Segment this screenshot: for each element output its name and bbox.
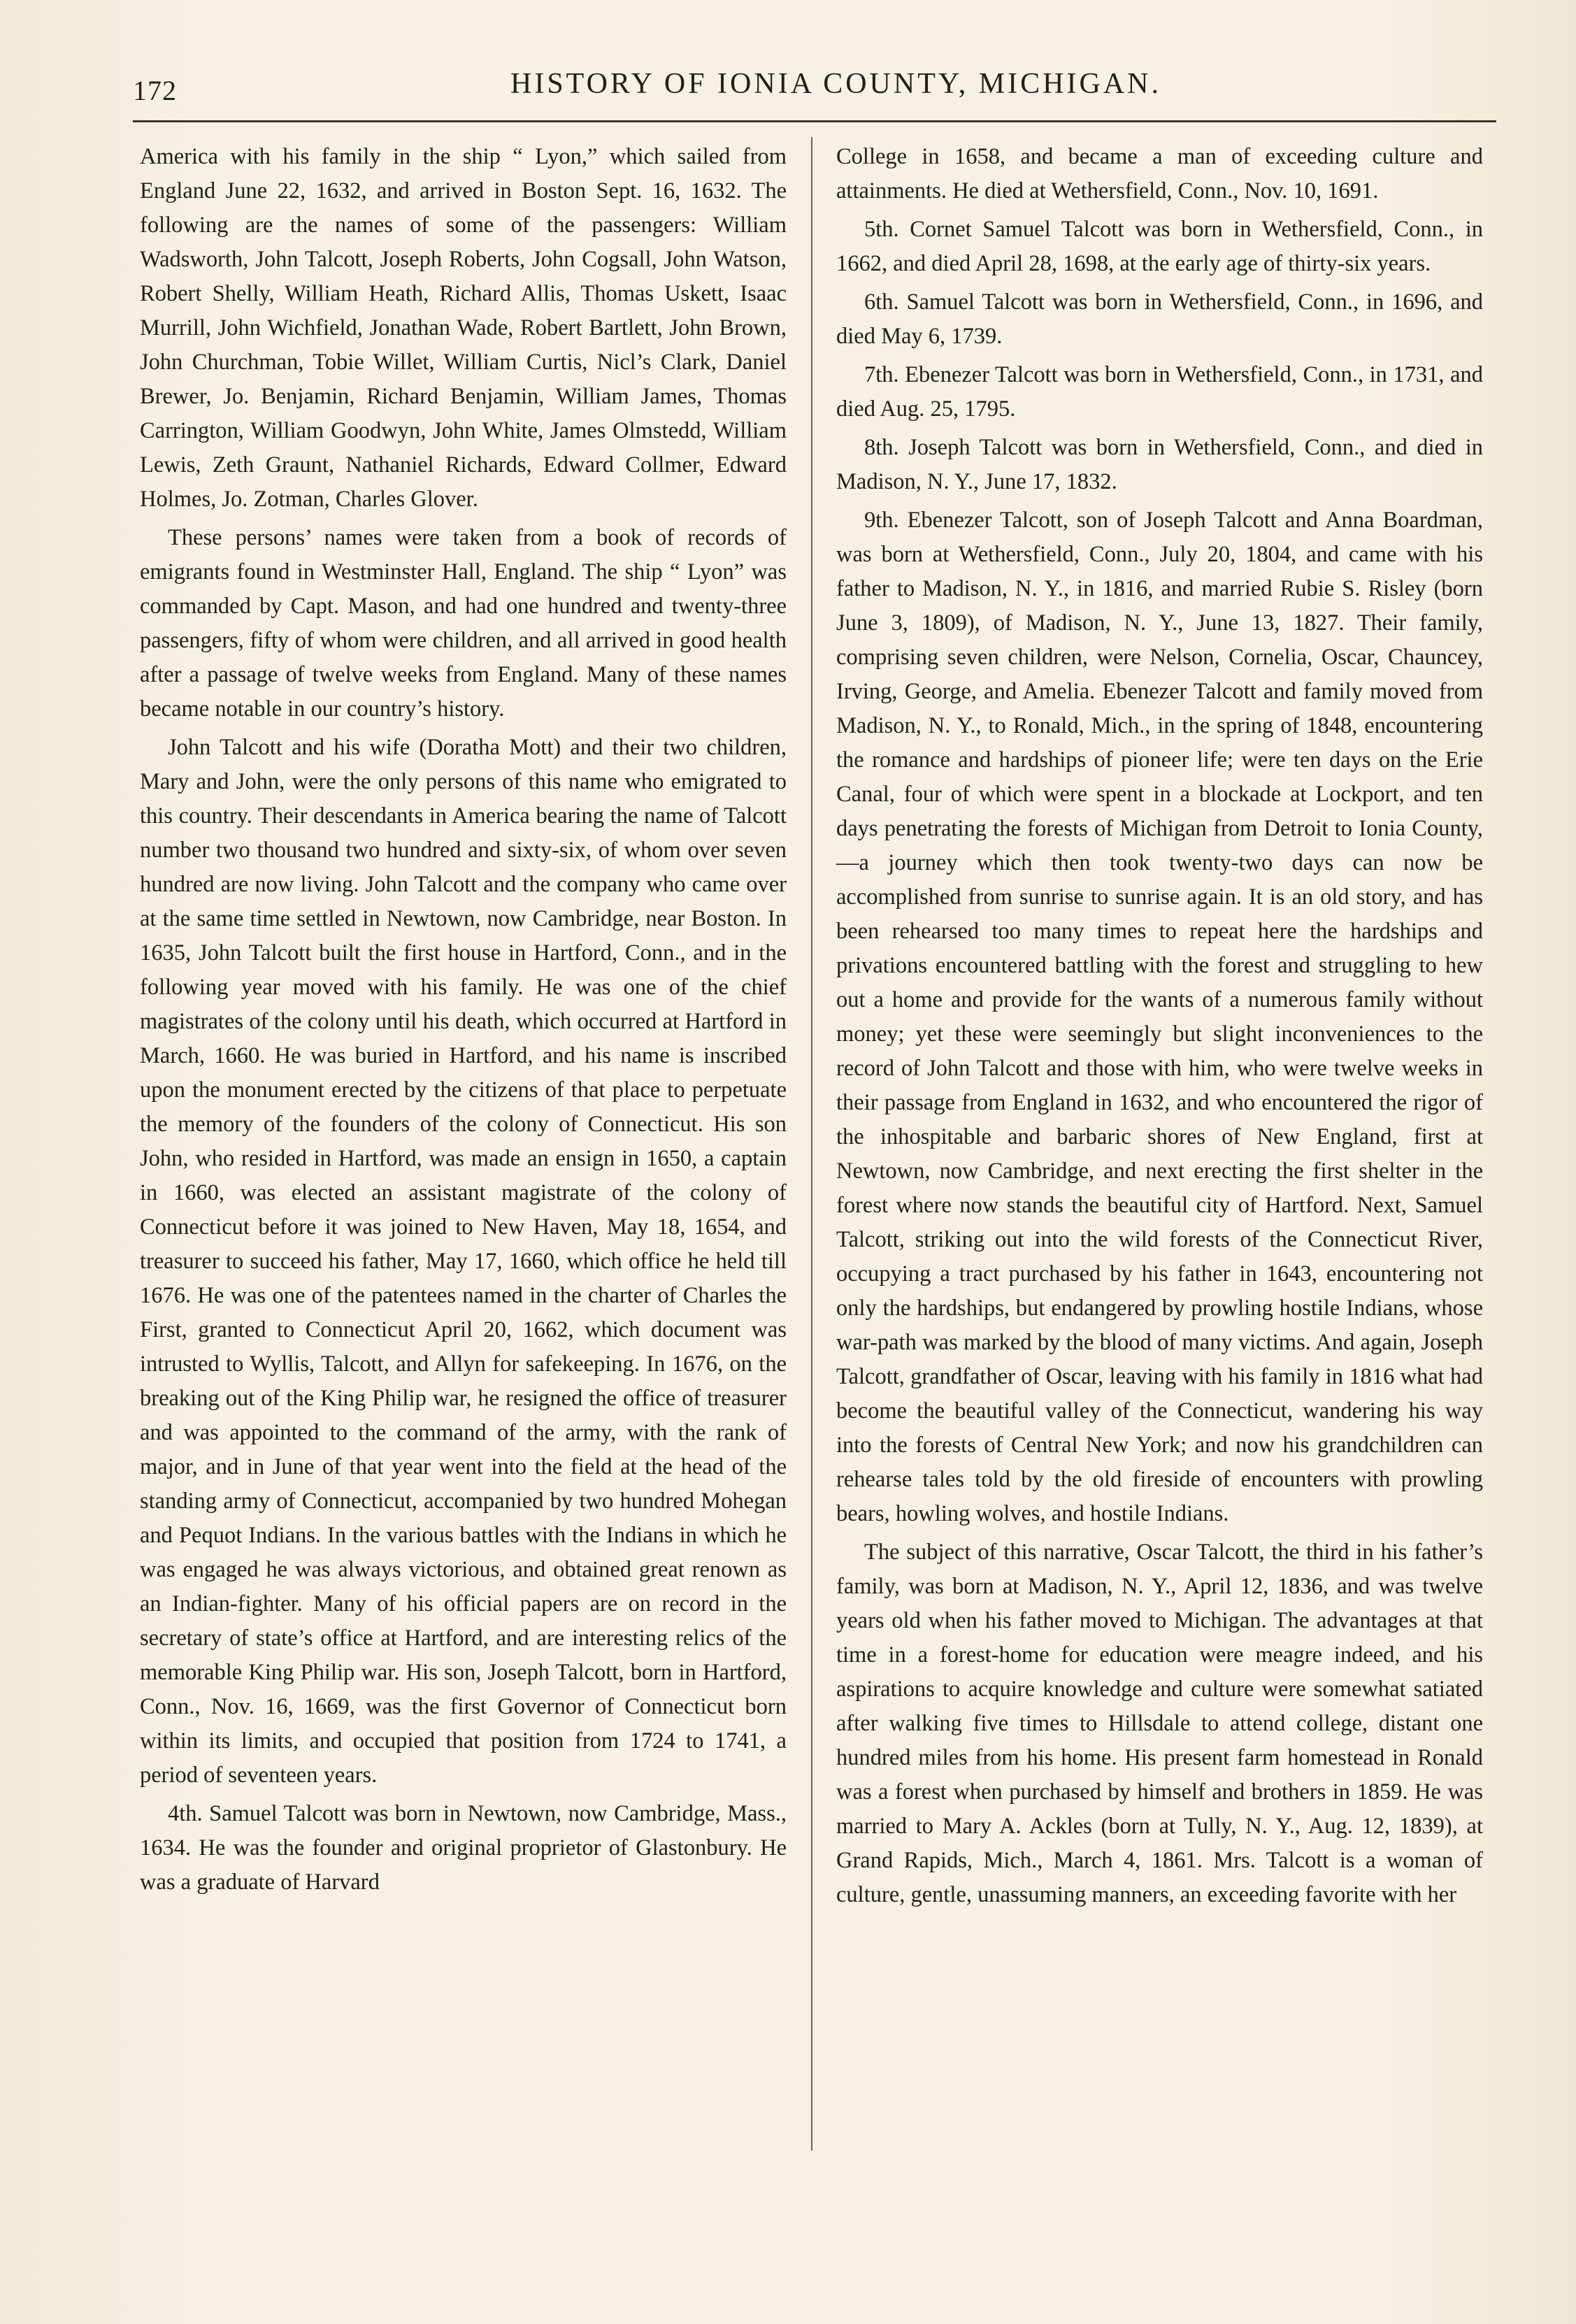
paragraph-john-talcott: John Talcott and his wife (Doratha Mott) and their two children, Mary and John, were the only persons of this name who emigrated to this country. Their descendants in America bearing the name of Talcott number two thousand two hundred and sixty-six, of whom over seven hundred are now living. John Talcott and the company who came over at the same time settled in Newtown, now Cambridge, near Boston. In 1635, John Talcott built the first house in Hartford, Conn., and in the following year moved with his family. He was one of the chief magistrates of the colony until his death, which occurred at Hartford in March, 1660. He was buried in Hartford, and his name is inscribed upon the monument erected by the citizens of that place to perpetuate the memory of the founders of the colony of Connecticut. His son John, who resided in Hartford, was made an ensign in 1650, a captain in 1660, was elected an assistant magistrate of the colony of Connecticut before it was joined to New Haven, May 18, 1654, and treasurer to succeed his father, May 17, 1660, which office he held till 1676. He was one of the patentees named in the charter of Charles the First, granted to Connecticut April 20, 1662, which document was intrusted to Wyllis, Talcott, and Allyn for safekeeping. In 1676, on the breaking out of the King Philip war, he resigned the office of treasurer and was appointed to the command of the army, with the rank of major, and in June of that year went into the field at the head of the standing army of Connecticut, accompanied by two hundred Mohegan and Pequot Indians. In the various battles with the Indians in which he was engaged he was always victorious, and obtained great renown as an Indian-fighter. Many of his official papers are on record in the secretary of state’s office at Hartford, and are interesting relics of the memorable King Philip war. His son, Joseph Talcott, born in Hartford, Conn., Nov. 16, 1669, was the first Governor of Connecticut born within its limits, and occupied that position from 1724 to 1741, a period of seventeen years.	[140, 735, 787, 1788]
book-title: HISTORY OF IONIA COUNTY, MICHIGAN.	[510, 68, 1161, 100]
paragraph-samuel-talcott-4th: 4th. Samuel Talcott was born in Newtown, now Cambridge, Mass., 1634. He was the founder and original proprietor of Glastonbury. He was a graduate of Harvard	[140, 1801, 787, 1895]
right-column	[836, 140, 1483, 1916]
page-number: 172	[133, 75, 177, 106]
column-divider	[811, 137, 812, 2151]
paragraph-harvard-continued: College in 1658, and became a man of exceeding culture and attainments. He died at Wethersfield, Conn., Nov. 10, 1691.	[836, 144, 1483, 203]
paragraph-7th-generation: 7th. Ebenezer Talcott was born in Wethersfield, Conn., in 1731, and died Aug. 25, 1795.	[836, 362, 1483, 422]
paragraph-9th-generation: 9th. Ebenezer Talcott, son of Joseph Talcott and Anna Boardman, was born at Wethersfield, Conn., July 20, 1804, and came with his father to Madison, N. Y., in 1816, and married Rubie S. Risley (born June 3, 1809), of Madison, N. Y., June 13, 1827. Their family, comprising seven children, were Nelson, Cornelia, Oscar, Chauncey, Irving, George, and Amelia. Ebenezer Talcott and family moved from Madison, N. Y., to Ronald, Mich., in the spring of 1848, encountering the romance and hardships of pioneer life; were ten days on the Erie Canal, four of which were spent in a blockade at Lockport, and ten days penetrating the forests of Michigan from Detroit to Ionia County,—a journey which then took twenty-two days can now be accomplished from sunrise to sunrise again. It is an old story, and has been rehearsed too many times to repeat here the hardships and privations encountered battling with the forest and struggling to hew out a home and provide for the wants of a numerous family without money; yet these were seemingly but slight inconveniences to the record of John Talcott and those with him, who were twelve weeks in their passage from England in 1632, and who encountered the rigor of the inhospitable and barbaric shores of New England, first at Newtown, now Cambridge, and next erecting the first shelter in the forest where now stands the beautiful city of Hartford. Next, Samuel Talcott, striking out into the wild forests of the Connecticut River, occupying a tract purchased by his father in 1643, encountering not only the hardships, but endangered by prowling hostile Indians, whose war-path was marked by the blood of many victims. And again, Joseph Talcott, grandfather of Oscar, leaving with his family in 1816 what had become the beautiful valley of the Connecticut, wandering his way into the forests of Central New York; and now his grandchildren can rehearse tales told by the old fireside of encounters with prowling bears, howling wolves, and hostile Indians.	[836, 508, 1483, 1526]
paragraph-oscar-talcott: The subject of this narrative, Oscar Talcott, the third in his father’s family, was born at Madison, N. Y., April 12, 1836, and was twelve years old when his father moved to Michigan. The advantages at that time in a forest-home for education were meagre indeed, and his aspirations to acquire knowledge and culture were somewhat satiated after walking five times to Hillsdale to attend college, distant one hundred miles from his home. His present farm homestead in Ronald was a forest when purchased by himself and brothers in 1859. He was married to Mary A. Ackles (born at Tully, N. Y., Aug. 12, 1839), at Grand Rapids, Mich., March 4, 1861. Mrs. Talcott is a woman of culture, gentle, unassuming manners, an exceeding favorite with her	[836, 1540, 1483, 1907]
left-column	[140, 140, 787, 1904]
header-rule	[133, 120, 1496, 122]
paragraph-5th-generation: 5th. Cornet Samuel Talcott was born in Wethersfield, Conn., in 1662, and died April 28, 1698, at the early age of thirty-six years.	[836, 217, 1483, 276]
running-head	[133, 64, 1489, 106]
paragraph-6th-generation: 6th. Samuel Talcott was born in Wethersfield, Conn., in 1696, and died May 6, 1739.	[836, 289, 1483, 349]
paragraph-westminster-records: These persons’ names were taken from a book of records of emigrants found in Westminster Hall, England. The ship “ Lyon” was commanded by Capt. Mason, and had one hundred and twenty-three passengers, fifty of whom were children, and all arrived in good health after a passage of twelve weeks from England. Many of these names became notable in our country’s history.	[140, 525, 787, 722]
paragraph-8th-generation: 8th. Joseph Talcott was born in Wethersfield, Conn., and died in Madison, N. Y., June 17, 1832.	[836, 435, 1483, 494]
paragraph-passenger-list: America with his family in the ship “ Lyon,” which sailed from England June 22, 1632, and arrived in Boston Sept. 16, 1632. The following are the names of some of the passengers: William Wadsworth, John Talcott, Joseph Roberts, John Cogsall, John Watson, Robert Shelly, William Heath, Richard Allis, Thomas Uskett, Isaac Murrill, John Wichfield, Jonathan Wade, Robert Bartlett, John Brown, John Churchman, Tobie Willet, William Curtis, Nicl’s Clark, Daniel Brewer, Jo. Benjamin, Richard Benjamin, William James, Thomas Carrington, William Goodwyn, John White, James Olmstedd, William Lewis, Zeth Graunt, Nathaniel Richards, Edward Collmer, Edward Holmes, Jo. Zotman, Charles Glover.	[140, 144, 787, 512]
